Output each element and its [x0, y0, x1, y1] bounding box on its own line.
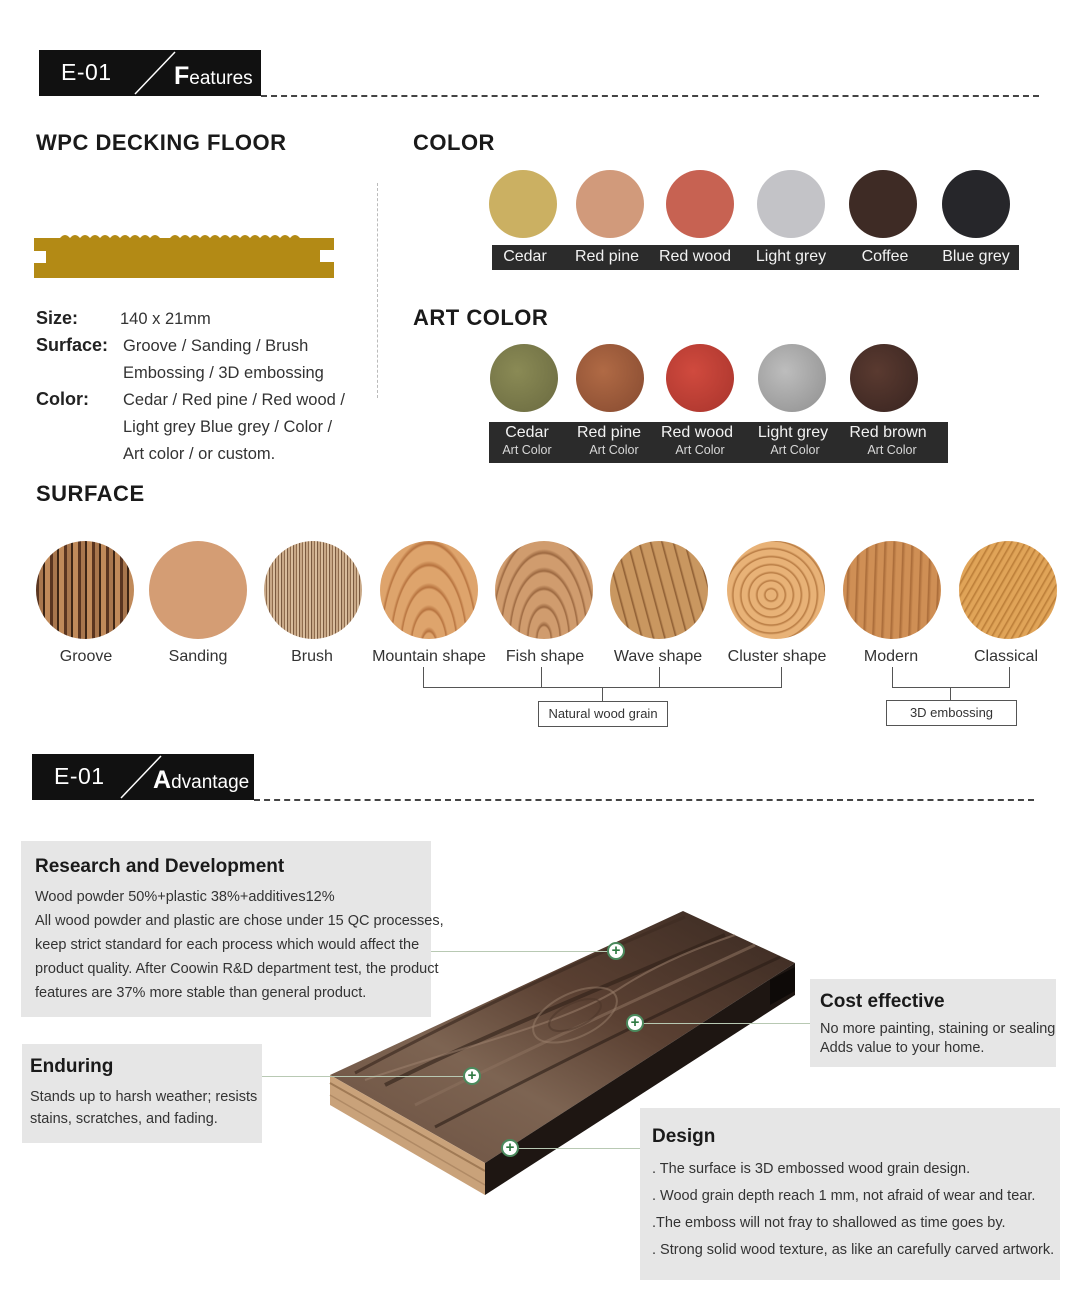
- surface-wave-shape: [610, 541, 708, 639]
- design-line-2: . Wood grain depth reach 1 mm, not afraid of wear and tear.: [652, 1188, 1036, 1204]
- color-label-cedar: Cedar: [503, 248, 547, 265]
- surface-line-1: Groove / Sanding / Brush: [123, 337, 309, 355]
- color-title: COLOR: [413, 130, 495, 155]
- design-title: Design: [652, 1126, 716, 1147]
- color-label-light-grey: Light grey: [755, 248, 827, 265]
- art-label-light-grey: Light grey: [757, 424, 829, 441]
- pointer-enduring: [262, 1076, 474, 1077]
- hotspot-plus-icon: +: [626, 1014, 644, 1032]
- art-label-red-wood: Red wood: [660, 424, 734, 441]
- features-header-code: E-01: [61, 59, 112, 85]
- research-line-1: Wood powder 50%+plastic 38%+additives12%: [35, 889, 335, 905]
- art-sub-light-grey: Art Color: [770, 443, 820, 457]
- hotspot-plus-icon: +: [463, 1067, 481, 1085]
- cost-title: Cost effective: [820, 991, 945, 1012]
- natural-grain-tick-1: [541, 667, 542, 688]
- hotspot-plus-icon: +: [501, 1139, 519, 1157]
- color-label-blue-grey: Blue grey: [942, 248, 1010, 265]
- surface-label-fish-shape: Fish shape: [505, 648, 585, 665]
- enduring-line-1: Stands up to harsh weather; resists: [30, 1089, 258, 1105]
- research-line-3: keep strict standard for each process which would affect the: [35, 937, 420, 953]
- enduring-panel: [22, 1044, 262, 1143]
- features-header-word: Features: [174, 62, 253, 90]
- surface-label-mountain-shape: Mountain shape: [372, 648, 486, 665]
- cost-panel: [810, 979, 1056, 1067]
- surface-label-groove: Groove: [59, 648, 113, 665]
- natural-grain-stem: [602, 688, 603, 702]
- surface-label-wave-shape: Wave shape: [613, 648, 703, 665]
- art-swatch-cedar: [490, 344, 558, 412]
- enduring-line-2: stains, scratches, and fading.: [30, 1111, 218, 1127]
- art-color-title: ART COLOR: [413, 305, 549, 330]
- art-swatch-red-brown: [850, 344, 918, 412]
- advantage-header-code: E-01: [54, 763, 105, 789]
- features-header: [39, 50, 1039, 96]
- design-line-1: . The surface is 3D embossed wood grain design.: [652, 1161, 971, 1177]
- surface-label-classical: Classical: [973, 648, 1038, 665]
- size-label: Size:: [36, 308, 79, 328]
- research-panel: [21, 841, 444, 1017]
- advantage-header-word: Advantage: [153, 766, 250, 794]
- hotspot-plus-icon: +: [607, 942, 625, 960]
- pointer-cost: [636, 1023, 810, 1024]
- swatch-blue-grey: [942, 170, 1010, 238]
- pointer-research: [431, 951, 617, 952]
- art-swatch-light-grey: [758, 344, 826, 412]
- color-label-coffee: Coffee: [861, 248, 909, 265]
- surface-mountain-shape: [380, 541, 478, 639]
- design-panel: [640, 1108, 1060, 1280]
- art-label-red-pine: Red pine: [576, 424, 642, 441]
- design-line-4: . Strong solid wood texture, as like an carefully carved artwork.: [652, 1242, 1055, 1258]
- surface-modern: [843, 541, 941, 639]
- swatch-light-grey: [757, 170, 825, 238]
- cost-line-1: No more painting, staining or sealing: [820, 1021, 1056, 1037]
- spec-divider: [377, 183, 378, 398]
- color-label-red-pine: Red pine: [574, 248, 640, 265]
- advantage-header: [32, 754, 1034, 800]
- embossing-label: 3D embossing: [886, 700, 1017, 726]
- size-value: 140 x 21mm: [120, 310, 211, 328]
- color-line-2: Light grey Blue grey / Color /: [123, 418, 333, 436]
- surface-label: Surface:: [36, 335, 109, 355]
- product-title: WPC DECKING FLOOR: [36, 130, 287, 155]
- pointer-design: [511, 1148, 641, 1149]
- surface-cluster-shape: [727, 541, 825, 639]
- surface-fish-shape: [495, 541, 593, 639]
- swatch-red-wood: [666, 170, 734, 238]
- surface-label-sanding: Sanding: [168, 648, 228, 665]
- decking-profile-icon: [34, 230, 334, 280]
- surface-classical: [959, 541, 1057, 639]
- research-line-5: features are 37% more stable than general product.: [35, 985, 367, 1001]
- advantage-divider: [254, 799, 1034, 801]
- research-line-2: All wood powder and plastic are chose under 15 QC processes,: [35, 913, 444, 929]
- color-label: Color:: [36, 389, 89, 409]
- art-label-cedar: Cedar: [505, 424, 549, 441]
- natural-grain-bracket: [423, 667, 782, 688]
- swatch-coffee: [849, 170, 917, 238]
- surface-groove: [36, 541, 134, 639]
- art-sub-cedar: Art Color: [502, 443, 552, 457]
- art-sub-red-brown: Art Color: [867, 443, 917, 457]
- natural-grain-tick-2: [659, 667, 660, 688]
- surface-line-2: Embossing / 3D embossing: [123, 364, 324, 382]
- color-label-red-wood: Red wood: [658, 248, 732, 265]
- art-sub-red-pine: Art Color: [589, 443, 639, 457]
- design-line-3: .The emboss will not fray to shallowed as time goes by.: [652, 1215, 1006, 1231]
- surface-title: SURFACE: [36, 481, 145, 506]
- cost-line-2: Adds value to your home.: [820, 1040, 985, 1056]
- art-label-red-brown: Red brown: [849, 424, 927, 441]
- features-divider: [261, 95, 1039, 97]
- research-line-4: product quality. After Coowin R&D department test, the product: [35, 961, 439, 977]
- surface-label-cluster-shape: Cluster shape: [727, 648, 827, 665]
- art-swatch-red-wood: [666, 344, 734, 412]
- research-title: Research and Development: [35, 856, 285, 877]
- surface-label-modern: Modern: [863, 648, 919, 665]
- natural-grain-label: Natural wood grain: [538, 701, 668, 727]
- swatch-red-pine: [576, 170, 644, 238]
- art-sub-red-wood: Art Color: [675, 443, 725, 457]
- embossing-bracket: [892, 667, 1010, 688]
- color-line-3: Art color / or custom.: [123, 445, 276, 463]
- surface-brush: [264, 541, 362, 639]
- color-line-1: Cedar / Red pine / Red wood /: [123, 391, 345, 409]
- swatch-cedar: [489, 170, 557, 238]
- surface-sanding: [149, 541, 247, 639]
- art-swatch-red-pine: [576, 344, 644, 412]
- surface-label-brush: Brush: [291, 648, 333, 665]
- enduring-title: Enduring: [30, 1056, 114, 1077]
